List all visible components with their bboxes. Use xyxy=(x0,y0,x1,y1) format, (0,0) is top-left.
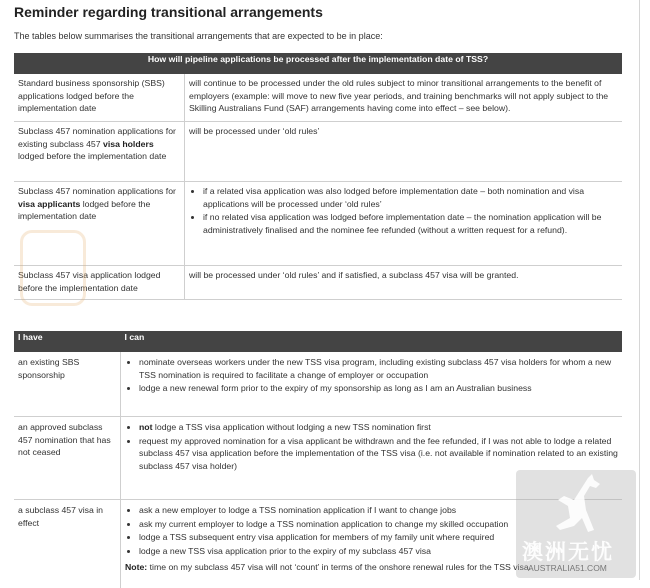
table-row xyxy=(14,122,622,182)
list-item-text: request my approved nomination for a visa applicant be withdrawn and the fee refunded, if I was not able to lodge a related subclass 457 visa application before the implementation of the TSS visa (i.e. not available if nomination related to an existing subclass 457 visa holder) xyxy=(139,436,618,471)
table-cell xyxy=(14,182,185,266)
table-row xyxy=(14,74,622,122)
kangaroo-icon xyxy=(544,472,608,536)
list-item: • lodge a new renewal form prior to the expiry of my sponsorship as long as I am an Australian business xyxy=(139,382,618,395)
list-item: • lodge a TSS subsequent entry visa application for members of my family unit where required xyxy=(139,531,618,544)
bullet-list xyxy=(125,421,618,472)
table-cell xyxy=(14,122,185,182)
bullet-list xyxy=(189,185,618,236)
list-item: • if a related visa application was also lodged before implementation date – both nomination and visa applications will be processed under ‘old rules’ xyxy=(203,185,618,210)
table-cell: Standard business sponsorship (SBS) applications lodged before the implementation date xyxy=(14,74,185,122)
table-cell xyxy=(185,182,623,266)
cell-text: lodged before the implementation date xyxy=(18,199,150,222)
table-cell: a subclass 457 visa in effect xyxy=(14,500,121,588)
table2-header-left: I have xyxy=(14,331,121,352)
intro-text: The tables below summarises the transitional arrangements that are expected to be in place: xyxy=(14,31,383,41)
cell-text: lodged before the implementation date xyxy=(18,151,166,161)
table-cell: Subclass 457 visa application lodged before the implementation date xyxy=(14,266,185,300)
table-cell: an existing SBS sponsorship xyxy=(14,352,121,417)
list-item: • ask my current employer to lodge a TSS nomination application to change my skilled occupation xyxy=(139,518,618,531)
note-text: time on my subclass 457 visa will not ‘count’ in terms of the onshore renewal rules for the TSS visa. xyxy=(147,562,531,572)
table-cell xyxy=(121,352,623,417)
table-cell: will be processed under ‘old rules’ xyxy=(185,122,623,182)
table1-header: How will pipeline applications be processed after the implementation date of TSS? xyxy=(14,53,622,74)
logo-text-cn: 澳洲无忧 xyxy=(522,536,614,566)
table-cell: an approved subclass 457 nomination that has not ceased xyxy=(14,417,121,500)
table-cell: will be processed under ‘old rules’ and if satisfied, a subclass 457 visa will be granted. xyxy=(185,266,623,300)
list-item: • ask a new employer to lodge a TSS nomination application if I want to change jobs xyxy=(139,504,618,517)
list-item-bold: not xyxy=(139,422,153,432)
logo-text-en: AUSTRALIA51.COM xyxy=(528,563,607,573)
list-item: • nominate overseas workers under the new TSS visa program, including existing subclass 457 visa holders for whom a new TSS nomination is required to facilitate a change of employer or occupation xyxy=(139,356,618,381)
table-row xyxy=(14,182,622,266)
pipeline-applications-table xyxy=(14,53,622,300)
list-item xyxy=(139,435,618,473)
page-title: Reminder regarding transitional arrangements xyxy=(14,4,323,20)
right-border xyxy=(639,0,640,580)
bullet-list xyxy=(125,356,618,395)
note-label: Note: xyxy=(125,562,147,572)
table-row xyxy=(14,352,622,417)
table-cell: will continue to be processed under the old rules subject to minor transitional arrangements to the benefit of employers (example: will move to new five year periods, and training benchmarks will not apply subject to the Skilling Australians Fund (SAF) arrangements having come into effect – see below). xyxy=(185,74,623,122)
site-logo xyxy=(516,470,636,578)
list-item: • if no related visa application was lodged before implementation date – the nomination application will be administratively finalised and the nominee fee refunded (without a written request for a refund). xyxy=(203,211,618,236)
cell-bold-text: visa holders xyxy=(103,139,154,149)
table-row xyxy=(14,266,622,300)
list-item: • lodge a new TSS visa application prior to the expiry of my subclass 457 visa xyxy=(139,545,618,558)
cell-text: Subclass 457 nomination applications for existing subclass 457 xyxy=(18,126,176,149)
list-item xyxy=(139,421,618,434)
list-item-text: lodge a TSS visa application without lodging a new TSS nomination first xyxy=(153,422,431,432)
table2-header-right: I can xyxy=(121,331,623,352)
cell-bold-text: visa applicants xyxy=(18,199,80,209)
cell-text: Subclass 457 nomination applications for xyxy=(18,186,176,196)
